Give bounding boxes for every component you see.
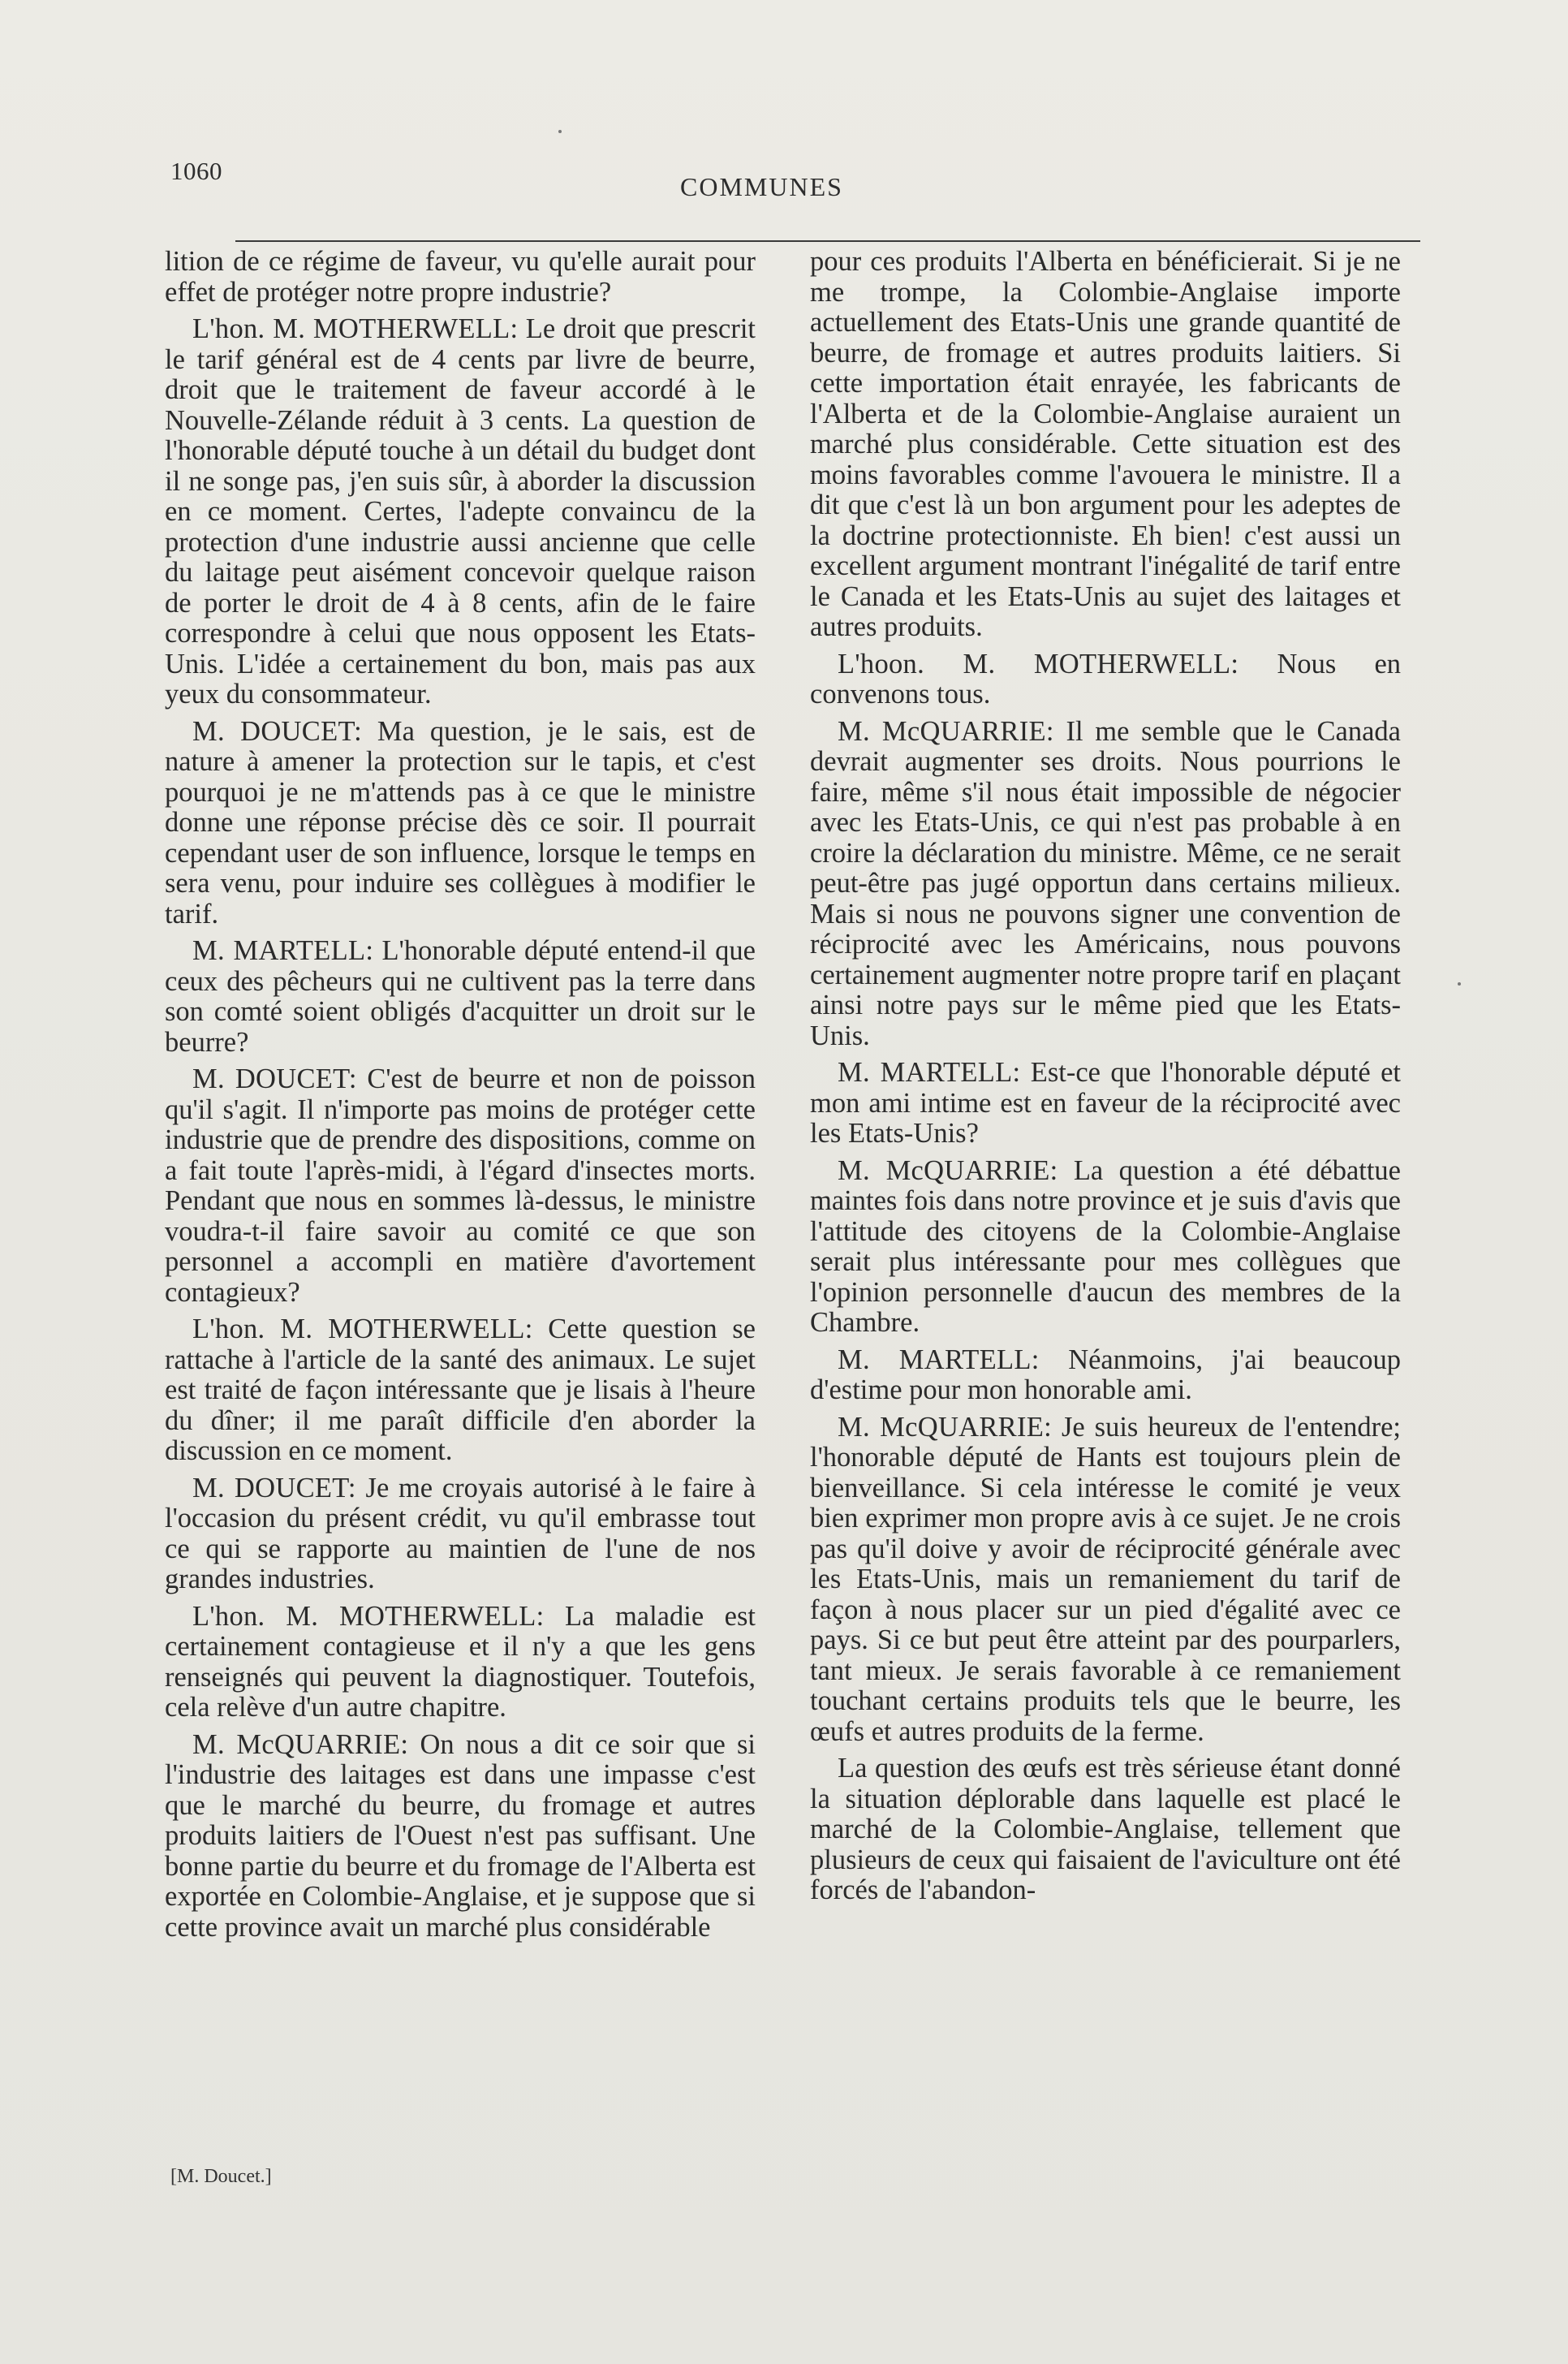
paragraph-text: La question a été débattue maintes fois dans notre province et je suis d'avis que l'attitude des citoyens de la Colombie-Anglaise serait plus intéressante pour mes collègues que l'opinion personnelle d'aucun des membres de la Chambre. [810, 1154, 1401, 1338]
paragraph-text: Nous en convenons tous. [810, 648, 1402, 710]
speaker-name: M. DOUCET: [192, 715, 362, 747]
page-number: 1060 [170, 157, 222, 185]
scan-speck [558, 130, 562, 133]
paragraph-text: pour ces produits l'Alberta en bénéficierait. Si je ne me trompe, la Colombie-Anglaise importe actuellement des Etats-Unis une grande quantité de beurre, de fromage et autres produits laitiers. Si cette importation était enrayée, les fabricants de l'Alberta et de la Colombie-Anglaise auraient un marché plus considérable. Cette situation est des moins favorables comme l'avouera le ministre. Il a dit que c'est là un bon argument pour les adeptes de la doctrine protectionniste. Eh bien! c'est aussi un excellent argument montrant l'inégalité de tarif entre le Canada et les Etats-Unis au sujet des laitages et autres produits. [810, 246, 1401, 642]
paragraph-text: La question des œufs est très sérieuse étant donné la situation déplorable dans laquelle est placé le marché de la Colombie-Anglaise, tellement que plusieurs de ceux qui faisaient de l'aviculture ont été forcés de l'abandon- [810, 1753, 1401, 1905]
paragraph [810, 649, 1401, 710]
paragraph [810, 1058, 1401, 1150]
paragraph [810, 1413, 1401, 1748]
paragraph [810, 1345, 1401, 1406]
scan-speck [1458, 982, 1461, 986]
paragraph [810, 1754, 1401, 1906]
paragraph-text: On nous a dit ce soir que si l'industrie des laitages est dans une impasse c'est que le marché du beurre, du fromage et autres produits laitiers de l'Ouest n'est pas suffisant. Une bonne partie du beurre et du fromage de l'Alberta est exportée en Colombie-Anglaise, et je suppose que si cette province avait un marché plus considérable [165, 1728, 756, 1943]
paragraph [165, 1473, 756, 1595]
speaker-name: M. DOUCET: [192, 1472, 356, 1503]
paragraph-text: Je suis heureux de l'entendre; l'honorable député de Hants est toujours plein de bienveillance. Si cela intéresse le comité je veux bien exprimer mon propre avis à ce sujet. Je ne crois pas qu'il doive y avoir de réciprocité générale avec les Etats-Unis, mais un remaniement du tarif de façon à nous placer sur un pied d'égalité avec ce pays. Si ce but peut être atteint par des pourparlers, tant mieux. Je serais favorable à ce remaniement touchant certains produits tels que le beurre, les œufs et autres produits de la ferme. [810, 1411, 1401, 1747]
paragraph-text: Il me semble que le Canada devrait augmenter ses droits. Nous pourrions le faire, même s'il nous était impossible de négocier avec les Etats-Unis, ce qui n'est pas probable à en croire la déclaration du ministre. Même, ce ne serait peut-être pas jugé opportun dans certains milieux. Mais si nous ne pouvons signer une convention de réciprocité avec les Américains, nous pouvons certainement augmenter notre propre tarif en plaçant ainsi notre pays sur le même pied que les Etats-Unis. [810, 715, 1401, 1051]
speaker-name: M. MARTELL: [192, 935, 374, 966]
paragraph-text: C'est de beurre et non de poisson qu'il s'agit. Il n'importe pas moins de protéger cette industrie que de prendre des dispositions, comme on a fait toute l'après-midi, à l'égard d'insectes morts. Pendant que nous en sommes là-dessus, le ministre voudra-t-il faire savoir au comité ce que son personnel a accompli en matière d'avortement contagieux? [165, 1063, 756, 1308]
paragraph-text: Néanmoins, j'ai beaucoup d'estime pour mon honorable ami. [810, 1344, 1402, 1405]
paragraph-text: Ma question, je le sais, est de nature à amener la protection sur le tapis, et c'est pourquoi je ne m'attends pas à ce que le ministre donne une réponse précise dès ce soir. Il pourrait cependant user de son influence, lorsque le temps en sera venu, pour induire ses collègues à modifier le tarif. [165, 715, 756, 930]
left-column [165, 247, 756, 1949]
speaker-name: M. McQUARRIE: [838, 1411, 1053, 1443]
footer-speaker-note: [M. Doucet.] [170, 2166, 272, 2187]
speaker-name: M. DOUCET: [192, 1063, 357, 1094]
speaker-name: M. MARTELL: [838, 1057, 1021, 1088]
paragraph-text: L'honorable député entend-il que ceux des pêcheurs qui ne cultivent pas la terre dans son comté soient obligés d'acquitter un droit sur le beurre? [165, 935, 756, 1058]
speaker-name: M. McQUARRIE: [838, 1154, 1058, 1186]
paragraph [165, 1314, 756, 1467]
right-column [810, 247, 1401, 1913]
speaker-name: L'hoon. M. MOTHERWELL: [838, 648, 1239, 679]
paragraph [165, 247, 756, 308]
paragraph [165, 717, 756, 930]
paragraph [810, 717, 1401, 1052]
paragraph [165, 1602, 756, 1723]
paragraph [165, 1064, 756, 1308]
paragraph-text: lition de ce régime de faveur, vu qu'elle aurait pour effet de protéger notre propre industrie? [165, 246, 756, 308]
paragraph [165, 314, 756, 710]
paragraph-text: Le droit que prescrit le tarif général est de 4 cents par livre de beurre, droit que le traitement de faveur accordé à le Nouvelle-Zélande réduit à 3 cents. La question de l'honorable député touche à un détail du budget dont il ne songe pas, j'en suis sûr, à aborder la discussion en ce moment. Certes, l'adepte convaincu de la protection d'une industrie aussi ancienne que celle du laitage peut aisément concevoir quelque raison de porter le droit de 4 à 8 cents, afin de le faire correspondre à celui que nous opposent les Etats-Unis. L'idée a certainement du bon, mais pas aux yeux du consommateur. [165, 313, 756, 710]
paragraph-text: Cette question se rattache à l'article de la santé des animaux. Le sujet est traité de façon intéressante que je lisais à l'heure du dîner; il me paraît difficile d'en aborder la discussion en ce moment. [165, 1314, 756, 1466]
speaker-name: L'hon. M. MOTHERWELL: [192, 313, 519, 344]
speaker-name: L'hon. M. MOTHERWELL: [192, 1600, 545, 1632]
header-rule [235, 240, 1420, 242]
paragraph-text: Est-ce que l'honorable député et mon ami intime est en faveur de la réciprocité avec les Etats-Unis? [810, 1057, 1401, 1149]
speaker-name: L'hon. M. MOTHERWELL: [192, 1314, 533, 1344]
paragraph [165, 936, 756, 1058]
running-head: COMMUNES [680, 172, 843, 201]
speaker-name: M. MARTELL: [838, 1344, 1040, 1375]
speaker-name: M. McQUARRIE: [838, 715, 1054, 747]
paragraph-text: La maladie est certainement contagieuse et il n'y a que les gens renseignés qui peuvent la diagnostiquer. Toutefois, cela relève d'un autre chapitre. [165, 1600, 756, 1723]
paragraph [165, 1730, 756, 1943]
paragraph [810, 247, 1401, 643]
speaker-name: M. McQUARRIE: [192, 1728, 409, 1760]
paragraph [810, 1156, 1401, 1339]
paragraph-text: Je me croyais autorisé à le faire à l'occasion du présent crédit, vu qu'il embrasse tout ce qui se rapporte au maintien de l'une de nos grandes industries. [165, 1472, 756, 1594]
